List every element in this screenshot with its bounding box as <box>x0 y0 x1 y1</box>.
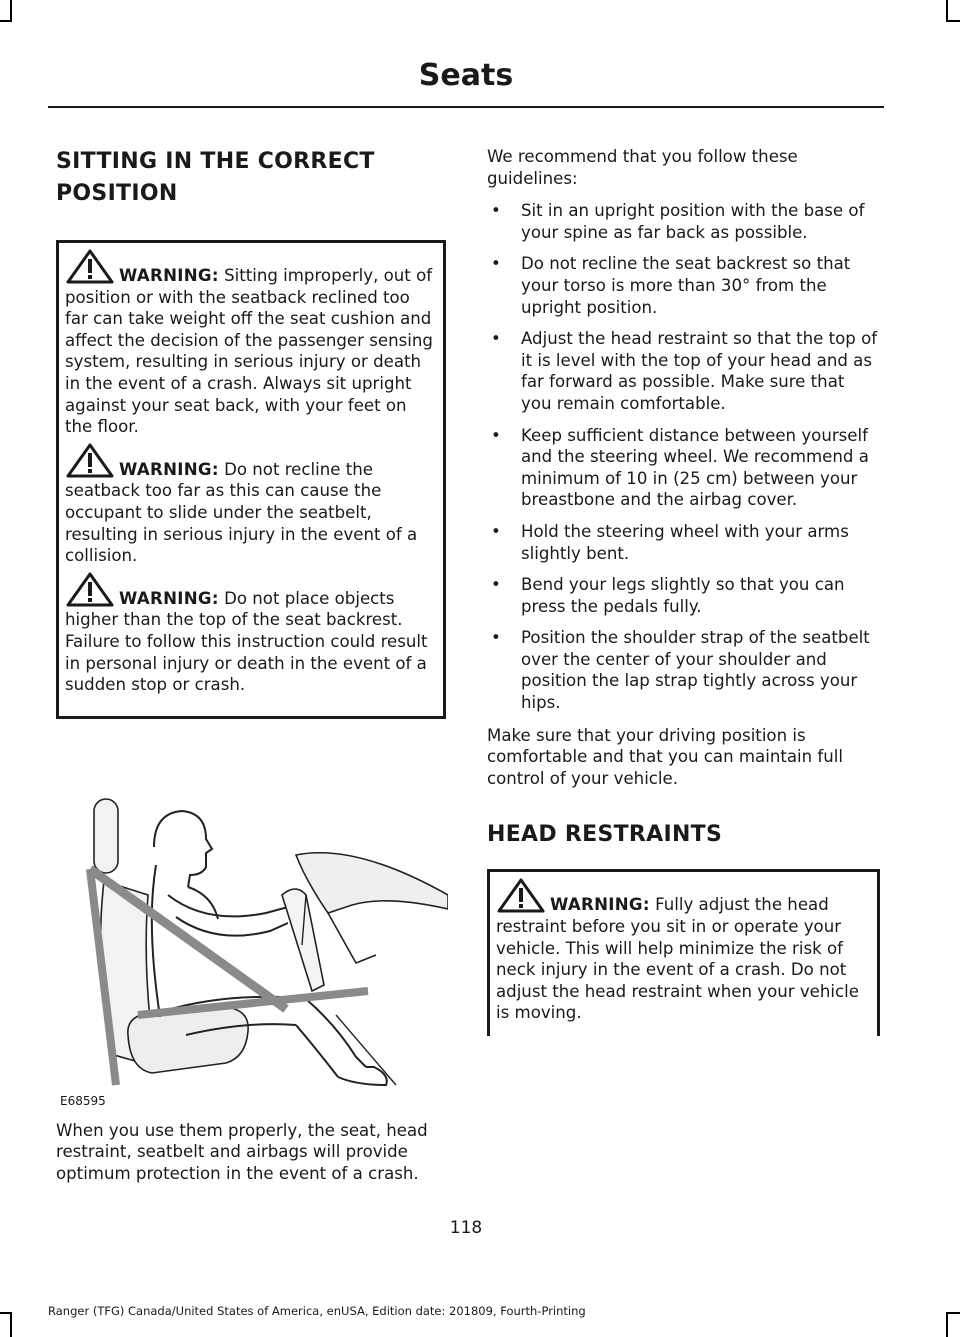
warning-item <box>496 894 869 1024</box>
list-item: • Hold the steering wheel with your arms slightly bent. <box>487 521 880 564</box>
warning-triangle-icon <box>496 877 546 915</box>
crop-mark <box>10 1312 12 1337</box>
list-item: • Sit in an upright position with the base of your spine as far back as possible. <box>487 200 880 243</box>
footer-edition-text: Ranger (TFG) Canada/United States of America, enUSA, Edition date: 201809, Fourth-Printing <box>48 1304 586 1318</box>
crop-mark <box>946 20 960 22</box>
warning-triangle-icon <box>65 442 115 480</box>
header-rule <box>48 106 884 108</box>
driver-seated-figure <box>56 785 448 1110</box>
warning-triangle-icon <box>65 248 115 286</box>
crop-mark <box>946 1312 960 1314</box>
right-column <box>487 146 880 1036</box>
warning-label: WARNING: <box>550 895 650 915</box>
crop-mark <box>946 0 948 22</box>
warning-text: Fully adjust the head restraint before you sit in or operate your vehicle. This will help minimize the risk of neck injury in the event of a crash. Do not adjust the head restraint when your vehicle is moving. <box>496 895 859 1023</box>
crop-mark <box>946 1312 948 1337</box>
list-item: • Keep sufficient distance between yourself and the steering wheel. We recommend a minimum of 10 in (25 cm) between your breastbone and the airbag cover. <box>487 425 880 511</box>
warning-label: WARNING: <box>119 266 219 285</box>
warning-box <box>56 240 446 719</box>
list-item: • Do not recline the seat backrest so that your torso is more than 30° from the upright position. <box>487 253 880 318</box>
crop-mark <box>10 0 12 22</box>
warning-box <box>487 869 880 1036</box>
warning-item <box>65 265 435 438</box>
warning-label: WARNING: <box>119 459 219 479</box>
left-column <box>56 146 446 1184</box>
warning-label: WARNING: <box>119 588 219 608</box>
seating-position-illustration <box>56 785 448 1110</box>
section-heading-sitting: SITTING IN THE CORRECT POSITION <box>56 149 375 206</box>
body-paragraph: We recommend that you follow these guidelines: <box>487 147 798 188</box>
page-title: Seats <box>418 58 514 93</box>
figure-label: E68595 <box>60 1093 106 1108</box>
warning-item <box>65 459 435 567</box>
body-paragraph: When you use them properly, the seat, head restraint, seatbelt and airbags will provide optimum protection in the event of a crash. <box>56 1120 428 1183</box>
warning-item <box>65 588 435 696</box>
warning-text: Do not recline the seatback too far as this can cause the occupant to slide under the seatbelt, resulting in serious injury in the event of a collision. <box>65 459 418 566</box>
body-paragraph: Make sure that your driving position is comfortable and that you can maintain full control of your vehicle. <box>487 725 843 788</box>
crop-mark <box>0 1312 12 1314</box>
list-item: • Bend your legs slightly so that you can press the pedals fully. <box>487 574 880 617</box>
list-item: • Adjust the head restraint so that the top of it is level with the top of your head and as far forward as possible. Make sure that you remain comfortable. <box>487 328 880 414</box>
warning-text: Do not place objects higher than the top of the seat backrest. Failure to follow this instruction could result in personal injury or death in the event of a sudden stop or crash. <box>65 588 428 695</box>
warning-text: Sitting improperly, out of position or with the seatback reclined too far can take weight off the seat cushion and affect the decision of the passenger sensing system, resulting in serious injury or death in the event of a crash. Always sit upright against your seat back, with your feet on the floor. <box>65 266 433 437</box>
warning-triangle-icon <box>65 571 115 609</box>
guidelines-list <box>487 200 880 713</box>
page-number: 118 <box>449 1218 483 1238</box>
crop-mark <box>0 20 12 22</box>
list-item: • Position the shoulder strap of the seatbelt over the center of your shoulder and position the lap strap tightly across your hips. <box>487 627 880 713</box>
section-heading-head-restraints: HEAD RESTRAINTS <box>487 822 723 848</box>
